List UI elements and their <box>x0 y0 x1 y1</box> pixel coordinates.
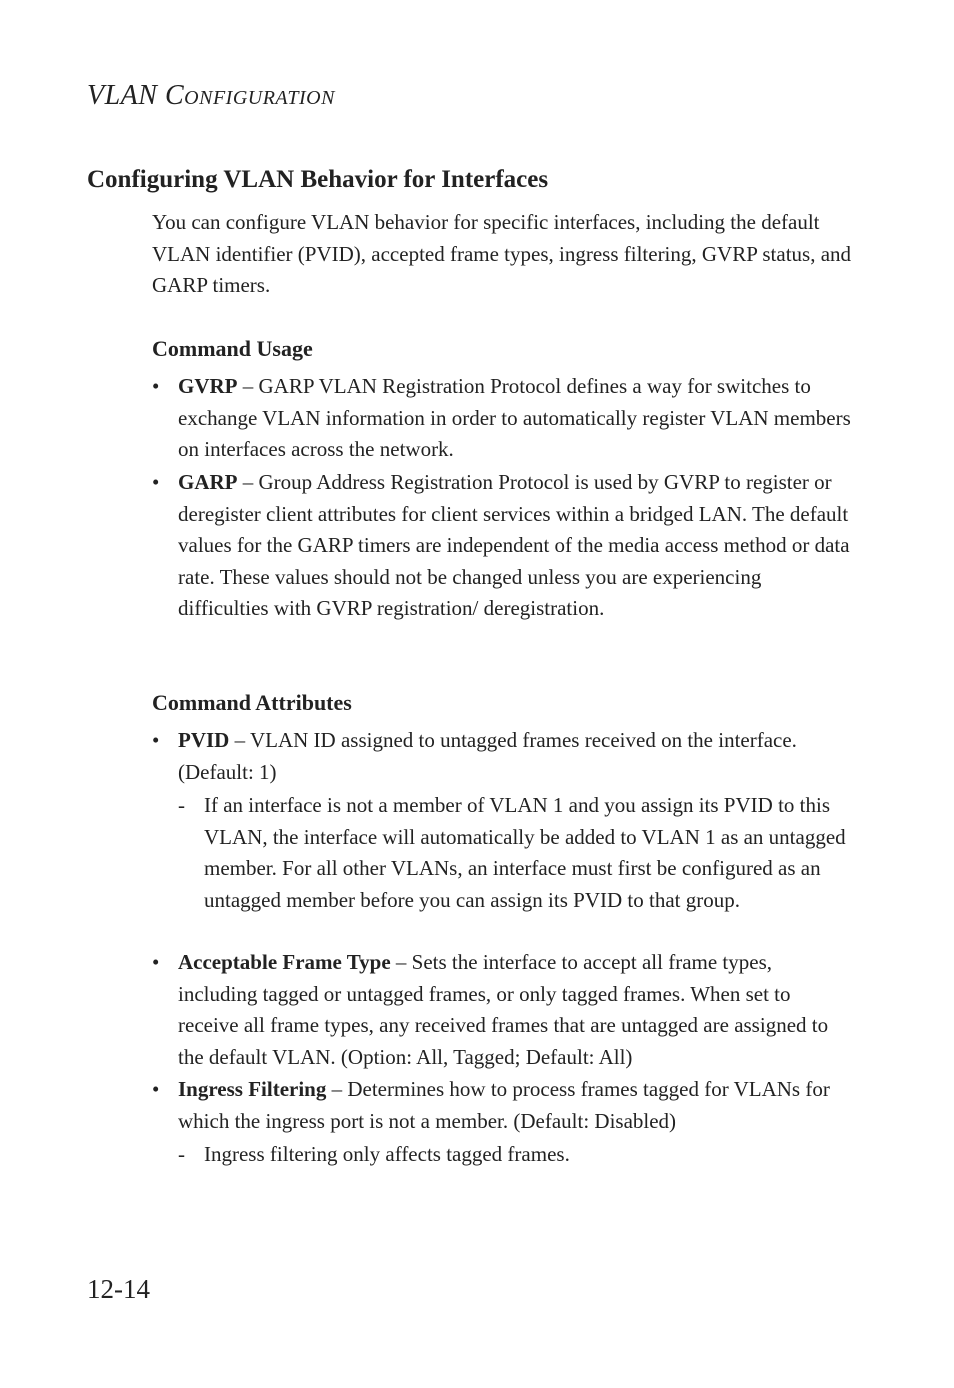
ingress-subitem-text: Ingress filtering only affects tagged frames. <box>204 1142 570 1166</box>
header-initial-c: C <box>164 80 185 111</box>
desc-gvrp: – GARP VLAN Registration Protocol defines a way for switches to exchange VLAN information in order to automatically register VLAN members on interfaces across the network. <box>178 374 851 461</box>
bullet-mark: • <box>152 1077 160 1101</box>
bullet-mark: • <box>152 950 160 974</box>
header-rest-config: ONFIGURATION <box>184 87 335 109</box>
bullet-mark: • <box>152 728 160 752</box>
running-header <box>87 80 335 112</box>
page-number: 12-14 <box>87 1274 150 1304</box>
dash-mark: - <box>178 1142 185 1166</box>
bullet-mark: • <box>152 470 160 494</box>
pvid-subitem-text: If an interface is not a member of VLAN 1 and you assign its PVID to this VLAN, the interface will automatically be added to VLAN 1 as an untagged member. For all other VLANs, an interface must first be configured as an untagged member before you can assign its PVID to that group. <box>204 793 846 912</box>
term-garp: GARP <box>178 470 238 494</box>
section-title: Configuring VLAN Behavior for Interfaces <box>87 166 549 193</box>
header-initial-v: V <box>87 80 105 111</box>
desc-ingress: – Determines how to process frames tagged for VLANs for which the ingress port is not a member. (Default: Disabled) <box>178 1077 830 1133</box>
dash-mark: - <box>178 793 185 817</box>
command-attributes-heading: Command Attributes <box>152 690 352 715</box>
term-pvid: PVID <box>178 728 230 752</box>
header-rest-lan: LAN <box>104 80 165 111</box>
desc-pvid: – VLAN ID assigned to untagged frames received on the interface. (Default: 1) <box>178 728 797 784</box>
desc-frame-type: – Sets the interface to accept all frame types, including tagged or untagged frames, or only tagged frames. When set to receive all frame types, any received frames that are untagged are assigned to the default VLAN. (Option: All, Tagged; Default: All) <box>178 950 829 1069</box>
term-ingress: Ingress Filtering <box>178 1077 327 1101</box>
intro-paragraph: You can configure VLAN behavior for specific interfaces, including the default VLAN identifier (PVID), accepted frame types, ingress filtering, GVRP status, and GARP timers. <box>152 210 852 297</box>
term-gvrp: GVRP <box>178 374 238 398</box>
bullet-mark: • <box>152 374 160 398</box>
desc-garp: – Group Address Registration Protocol is used by GVRP to register or deregister client attributes for client services within a bridged LAN. The default values for the GARP timers are independent of the media access method or data rate. These values should not be changed unless you are experiencing difficulties with GVRP registration/ deregistration. <box>178 470 850 620</box>
term-frame-type: Acceptable Frame Type <box>178 950 391 974</box>
command-usage-heading: Command Usage <box>152 336 313 361</box>
